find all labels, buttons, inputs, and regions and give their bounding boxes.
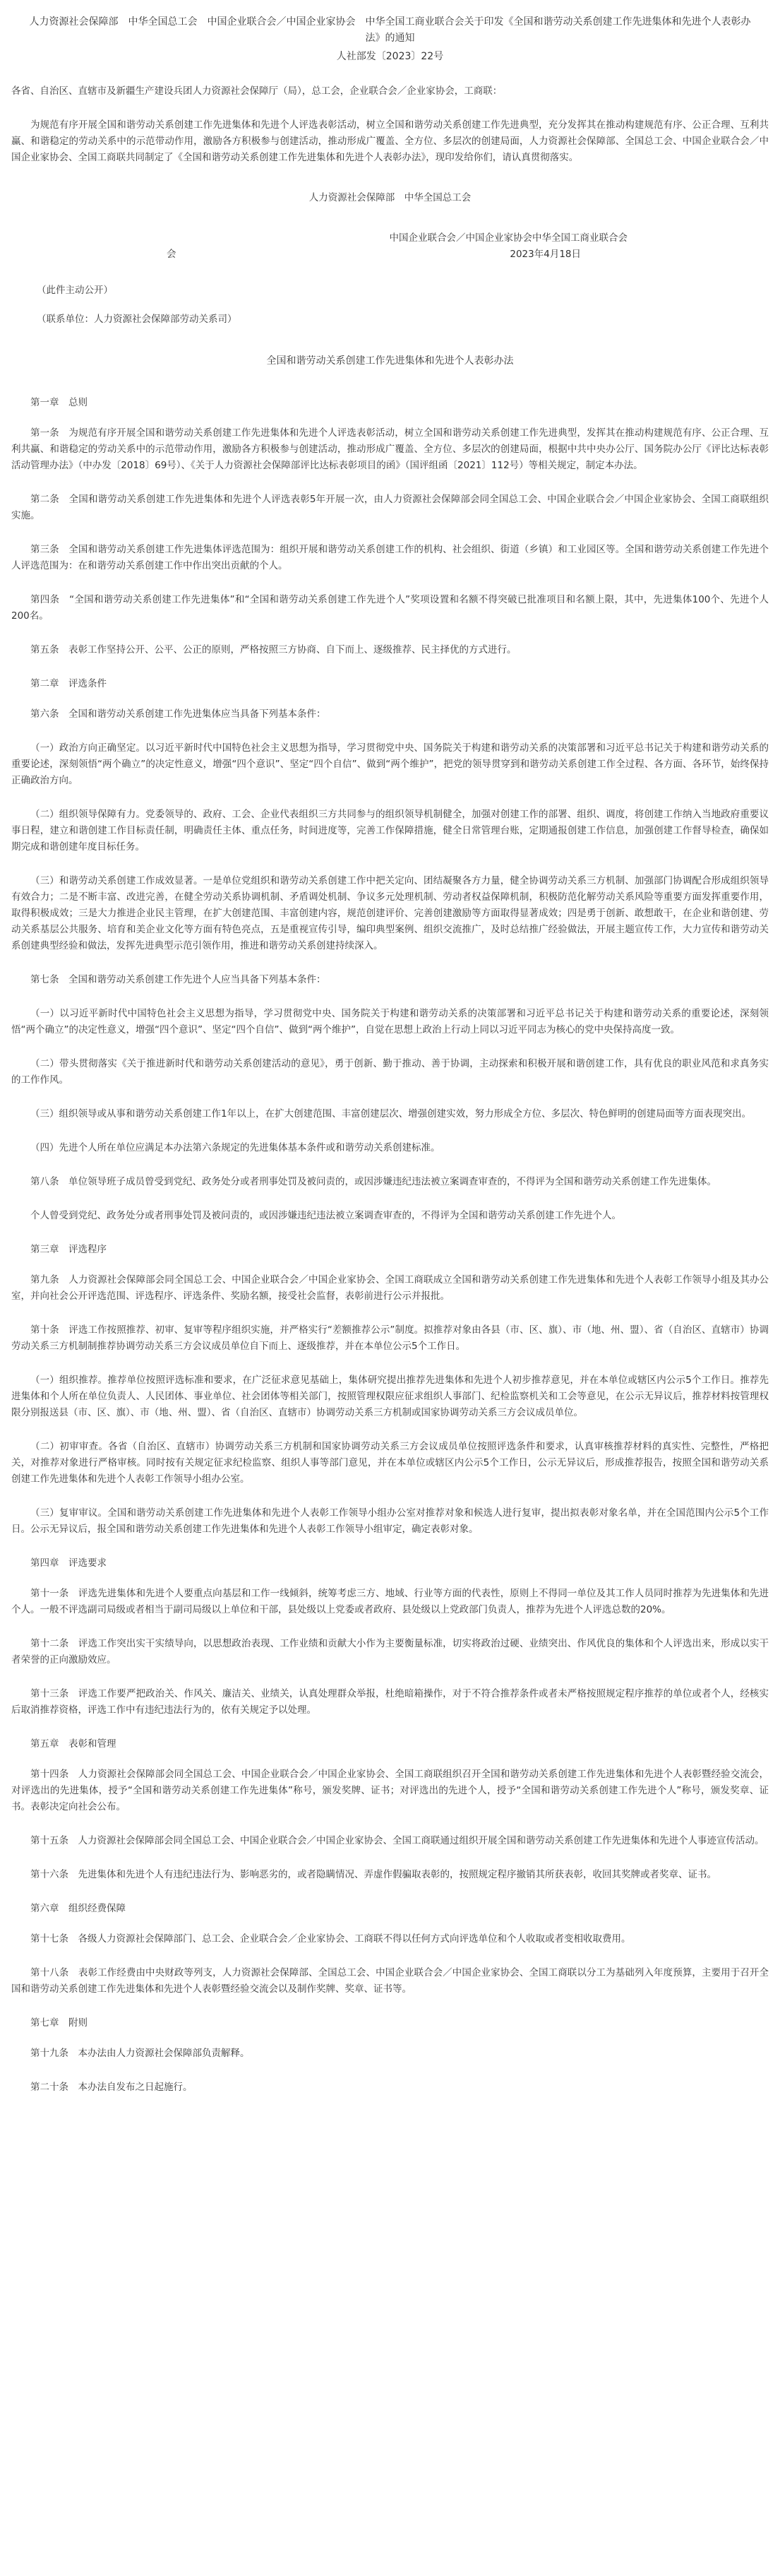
- article-paragraph: 个人曾受到党纪、政务处分或者刑事处罚及被问责的，或因涉嫌违纪违法被立案调查审查的，不得评为全国和谐劳动关系创建工作先进个人。: [30, 1210, 621, 1221]
- article-paragraph: 第二十条 本办法自发布之日起施行。: [30, 2082, 193, 2093]
- contact-note: （联系单位：人力资源社会保障部劳动关系司）: [37, 314, 237, 325]
- article-paragraph: 第八条 单位领导班子成员曾受到党纪、政务处分或者刑事处罚及被问责的，或因涉嫌违纪违法被立案调查审查的，不得评为全国和谐劳动关系创建工作先进集体。: [30, 1176, 716, 1187]
- article-paragraph: （二）组织领导保障有力。党委领导的、政府、工会、企业代表组织三方共同参与的组织领导机制健全，加强对创建工作的部署、组织、调度，将创建工作纳入当地政府重要议事日程，建立和谐创建工作目标责任制，明确责任主体、重点任务，时间进度等，完善工作保障措施，健全日常管理台账，定期通报创建工作信息，加强创建工作督导检查，确保如期完成和谐创建年度目标任务。: [11, 809, 769, 853]
- addressee: 各省、自治区、直辖市及新疆生产建设兵团人力资源社会保障厅（局），总工会，企业联合会／企业家协会，工商联：: [11, 85, 503, 97]
- article-paragraph: 第十三条 评选工作要严把政治关、作风关、廉洁关、业绩关，认真处理群众举报，杜绝暗箱操作，对于不符合推荐条件或者未严格按照规定程序推荐的单位或者个人，经核实后取消推荐资格，评选工作中有违纪违法行为的，依有关规定予以处理。: [11, 1688, 769, 1716]
- article-paragraph: 第七条 全国和谐劳动关系创建工作先进个人应当具备下列基本条件：: [30, 974, 326, 985]
- article-paragraph: （二）带头贯彻落实《关于推进新时代和谐劳动关系创建活动的意见》，勇于创新、勤于推动、善于协调，主动探索和积极开展和谐创建工作，具有优良的职业风范和求真务实的工作作风。: [11, 1058, 769, 1086]
- chapter-heading: 第五章 表彰和管理: [30, 1738, 116, 1750]
- article-paragraph: （四）先进个人所在单位应满足本办法第六条规定的先进集体基本条件或和谐劳动关系创建标准。: [30, 1142, 440, 1153]
- chapter-heading: 第二章 评选条件: [30, 678, 107, 689]
- article-paragraph: 第十五条 人力资源社会保障部会同全国总工会、中国企业联合会／中国企业家协会、全国工商联通过组织开展全国和谐劳动关系创建工作先进集体和先进个人事迹宣传活动。: [30, 1835, 764, 1846]
- article-paragraph: 第一条 为规范有序开展全国和谐劳动关系创建工作先进集体和先进个人评选表彰活动，树立全国和谐劳动关系创建工作先进典型，发挥其在推动构建规范有序、公正合理、互利共赢、和谐稳定的劳动关系中的示范带动作用，激励各方积极参与创建活动，推动形成广覆盖、全方位、多层次的创建局面，根据中共中央办公厅、国务院办公厅《评比达标表彰活动管理办法》（中办发〔2018〕69号）、《关于人力资源社会保障部评比达标表彰项目的函》（国评组函〔2021〕112号）等相关规定，制定本办法。: [11, 427, 769, 471]
- signature-date-row: [11, 247, 769, 263]
- article-paragraph: （三）组织领导或从事和谐劳动关系创建工作1年以上，在扩大创建范围、丰富创建层次、增强创建实效，努力形成全方位、多层次、特色鲜明的创建局面等方面表现突出。: [30, 1108, 752, 1120]
- notice-intro: 为规范有序开展全国和谐劳动关系创建工作先进集体和先进个人评选表彰活动，树立全国和谐劳动关系创建工作先进典型，充分发挥其在推动构建规范有序、公正合理、互利共赢、和谐稳定的劳动关系中的示范带动作用，激励各方积极参与创建活动，推动形成广覆盖、全方位、多层次的创建局面，人力资源社会保障部、全国总工会、中国企业联合会／中国企业家协会、全国工商联共同制定了《全国和谐劳动关系创建工作先进集体和先进个人表彰办法》，现印发给你们，请认真贯彻落实。: [11, 119, 769, 163]
- article-paragraph: （一）政治方向正确坚定。以习近平新时代中国特色社会主义思想为指导，学习贯彻党中央、国务院关于构建和谐劳动关系的决策部署和习近平总书记关于构建和谐劳动关系的重要论述，深刻领悟“两个确立”的决定性意义，增强“四个意识”、坚定“四个自信”、做到“两个维护”，把党的领导贯穿到和谐劳动关系创建工作全过程、各方面、各环节，始终保持正确政治方向。: [11, 742, 769, 786]
- article-paragraph: （二）初审审查。各省（自治区、直辖市）协调劳动关系三方机制和国家协调劳动关系三方会议成员单位按照评选条件和要求，认真审核推荐材料的真实性、完整性，严格把关，对推荐对象进行严格审核。同时按有关规定征求纪检监察、组织人事等部门意见，并在本单位或辖区内公示5个工作日，公示无异议后，形成推荐报告，按照全国和谐劳动关系创建工作先进集体和先进个人表彰工作领导小组办公室。: [11, 1441, 769, 1485]
- signature-issuers-3: 会: [167, 249, 176, 260]
- public-note: （此件主动公开）: [37, 285, 113, 296]
- document-body: [11, 395, 769, 2096]
- document-number: 人社部发〔2023〕22号: [336, 51, 444, 62]
- article-paragraph: 第六条 全国和谐劳动关系创建工作先进集体应当具备下列基本条件：: [30, 708, 326, 720]
- document-title: 全国和谐劳动关系创建工作先进集体和先进个人表彰办法: [266, 355, 514, 367]
- article-paragraph: 第十条 评选工作按照推荐、初审、复审等程序组织实施，并严格实行“差额推荐公示”制度。拟推荐对象由各县（市、区、旗）、市（地、州、盟）、省（自治区、直辖市）协调劳动关系三方机制制推荐协调劳动关系三方会议成员单位自下而上、逐级推荐，并在本单位公示5个工作日。: [11, 1324, 769, 1352]
- signature-date: 2023年4月18日: [510, 249, 581, 260]
- article-paragraph: 第十一条 评选先进集体和先进个人要重点向基层和工作一线倾斜，统筹考虑三方、地域、行业等方面的代表性，原则上不得同一单位及其工作人员同时推荐为先进集体和先进个人。一般不评选副司局级或者相当于副司局级以上单位和干部，县处级以上党委或者政府、县处级以上党政部门负责人，推荐为先进个人评选总数的20%。: [11, 1588, 769, 1615]
- chapter-heading: 第四章 评选要求: [30, 1557, 107, 1569]
- article-paragraph: 第十二条 评选工作突出实干实绩导向，以思想政治表现、工作业绩和贡献大小作为主要衡量标准，切实将政治过硬、业绩突出、作风优良的集体和个人评选出来，形成以实干者荣誉的正向激励效应。: [11, 1638, 769, 1666]
- signature-issuers-2: 中国企业联合会／中国企业家协会中华全国工商业联合会: [389, 232, 628, 244]
- chapter-heading: 第七章 附则: [30, 2017, 88, 2029]
- article-paragraph: 第十七条 各级人力资源社会保障部门、总工会、企业联合会／企业家协会、工商联不得以任何方式向评选单位和个人收取或者变相收取费用。: [30, 1933, 631, 1945]
- chapter-heading: 第六章 组织经费保障: [30, 1903, 126, 1914]
- article-paragraph: 第十九条 本办法由人力资源社会保障部负责解释。: [30, 2048, 250, 2059]
- article-paragraph: 第十四条 人力资源社会保障部会同全国总工会、中国企业联合会／中国企业家协会、全国工商联组织召开全国和谐劳动关系创建工作先进集体和先进个人表彰暨经验交流会，对评选出的先进集体，授予“全国和谐劳动关系创建工作先进集体”称号，颁发奖牌、证书；对评选出的先进个人，授予“全国和谐劳动关系创建工作先进个人”称号，颁发奖章、证书。表彰决定向社会公布。: [11, 1769, 769, 1812]
- article-paragraph: （一）以习近平新时代中国特色社会主义思想为指导，学习贯彻党中央、国务院关于构建和谐劳动关系的决策部署和习近平总书记关于构建和谐劳动关系的重要论述，深刻领悟“两个确立”的决定性意义，增强“四个意识”、坚定“四个自信”、做到“两个维护”，自觉在思想上政治上行动上同以习近平同志为核心的党中央保持高度一致。: [11, 1008, 769, 1035]
- article-paragraph: 第四条 “全国和谐劳动关系创建工作先进集体”和“全国和谐劳动关系创建工作先进个人”奖项设置和名额不得突破已批准项目和名额上限，其中，先进集体100个、先进个人200名。: [11, 594, 769, 622]
- article-paragraph: 第十六条 先进集体和先进个人有违纪违法行为、影响恶劣的，或者隐瞒情况、弄虚作假骗取表彰的，按照规定程序撤销其所获表彰，收回其奖牌或者奖章、证书。: [30, 1869, 716, 1880]
- article-paragraph: （三）和谐劳动关系创建工作成效显著。一是单位党组织和谐劳动关系创建工作中把关定向、团结凝聚各方力量，健全协调劳动关系三方机制、加强部门协调配合形成组织领导有效合力；二是不断丰富、改进完善，在健全劳动关系协调机制、矛盾调处机制、争议多元处理机制、劳动者权益保障机制，积极防范化解劳动关系风险等重要方面发挥重要作用，取得积极成效；三是大力推进企业民主管理，在扩大创建范围、丰富创建内容，规范创建评价、完善创建激励等方面取得显著成效；四是勇于创新、敢想敢干，在企业和谐创建、劳动关系基层公共服务、培育和美企业文化等方面有特色亮点，五是重视宣传引导，编印典型案例、组织交流推广，及时总结推广经验做法，开展主题宣传工作，大力宣传和谐劳动关系创建典型经验和做法，发挥先进典型示范引领作用，推进和谐劳动关系创建持续深入。: [11, 875, 769, 951]
- article-paragraph: （三）复审审议。全国和谐劳动关系创建工作先进集体和先进个人表彰工作领导小组办公室对推荐对象和候选人进行复审，提出拟表彰对象名单，并在全国范围内公示5个工作日。公示无异议后，报全国和谐劳动关系创建工作先进集体和先进个人表彰工作领导小组审定，确定表彰对象。: [11, 1507, 769, 1535]
- chapter-heading: 第三章 评选程序: [30, 1244, 107, 1255]
- article-paragraph: 第五条 表彰工作坚持公开、公平、公正的原则，严格按照三方协商、自下而上、逐级推荐、民主择优的方式进行。: [30, 644, 517, 655]
- article-paragraph: 第三条 全国和谐劳动关系创建工作先进集体评选范围为：组织开展和谐劳动关系创建工作的机构、社会组织、街道（乡镇）和工业园区等。全国和谐劳动关系创建工作先进个人评选范围为：在和谐劳动关系创建工作中作出突出贡献的个人。: [11, 544, 769, 571]
- signature-issuers-1: 人力资源社会保障部 中华全国总工会: [308, 192, 472, 203]
- chapter-heading: 第一章 总则: [30, 397, 88, 408]
- article-paragraph: 第二条 全国和谐劳动关系创建工作先进集体和先进个人评选表彰5年开展一次，由人力资源社会保障部会同全国总工会、中国企业联合会／中国企业家协会、全国工商联组织实施。: [11, 494, 769, 521]
- article-paragraph: （一）组织推荐。推荐单位按照评选标准和要求，在广泛征求意见基础上，集体研究提出推荐先进集体和先进个人初步推荐意见，并在本单位或辖区内公示5个工作日。推荐先进集体和个人所在单位负责人、人民团体、事业单位、社会团体等相关部门，按照管理权限应征求组织人事部门、纪检监察机关和工会等意见，在公示无异议后，推荐材料按管理权限分别报送县（市、区、旗）、市（地、州、盟）、省（自治区、直辖市）协调劳动关系三方机制或国家协调劳动关系三方会议成员单位。: [11, 1375, 769, 1418]
- notice-title: 人力资源社会保障部 中华全国总工会 中国企业联合会／中国企业家协会 中华全国工商业联合会关于印发《全国和谐劳动关系创建工作先进集体和先进个人表彰办法》的通知: [29, 16, 751, 44]
- article-paragraph: 第九条 人力资源社会保障部会同全国总工会、中国企业联合会／中国企业家协会、全国工商联成立全国和谐劳动关系创建工作先进集体和先进个人表彰工作领导小组及其办公室，并向社会公开评选范围、评选程序、评选条件、奖励名额，接受社会监督，表彰前进行公示并报批。: [11, 1274, 769, 1302]
- article-paragraph: 第十八条 表彰工作经费由中央财政等列支，人力资源社会保障部、全国总工会、中国企业联合会／中国企业家协会、全国工商联以分工为基础列入年度预算，主要用于召开全国和谐劳动关系创建工作先进集体和先进个人表彰暨经验交流会以及制作奖牌、奖章、证书等。: [11, 1967, 769, 1995]
